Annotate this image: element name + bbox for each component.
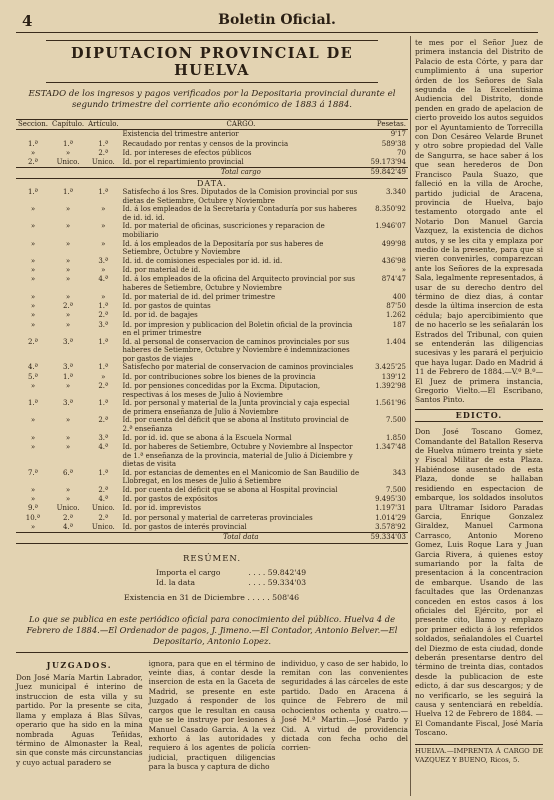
row-articulo: 3.ª <box>98 320 109 329</box>
row-articulo: 2.ª <box>98 382 109 391</box>
row-capitulo: » <box>65 433 71 442</box>
row-capitulo: » <box>65 495 71 504</box>
row-seccion: » <box>30 523 36 532</box>
row-seccion: » <box>30 292 36 301</box>
table-row <box>16 293 408 302</box>
row-concept: Id. por intereses de efectos públicos <box>122 148 252 157</box>
section-heading: DIPUTACION PROVINCIAL DE HUELVA <box>46 40 378 83</box>
data-total-row-label: Total data <box>121 533 362 543</box>
row-articulo: Unico. <box>91 158 115 167</box>
table-header-row <box>16 120 408 130</box>
row-concept: Recaudado por rentas y censos de la provincia <box>122 139 289 148</box>
table-row <box>16 266 408 275</box>
row-articulo: 2.ª <box>98 485 109 494</box>
row-amount: » <box>401 266 406 275</box>
table-row <box>16 504 408 513</box>
row-seccion: » <box>30 239 36 248</box>
row-capitulo: 2.ª <box>63 513 74 522</box>
row-seccion: » <box>30 442 36 451</box>
row-seccion <box>16 130 50 140</box>
row-amount: 400 <box>392 292 406 301</box>
row-capitulo: 4.ª <box>63 523 74 532</box>
row-concept: Id. por gastos de expósitos <box>122 495 218 504</box>
table-row <box>16 302 408 311</box>
row-amount: 9.495'30 <box>375 495 406 504</box>
row-capitulo: » <box>65 320 71 329</box>
row-concept: Id. á los empleados de la Depositaría por sus haberes de Setiembre, Octubre y Noviembre <box>122 239 324 257</box>
row-articulo: 3.ª <box>98 433 109 442</box>
row-seccion: 5.ª <box>27 372 38 381</box>
table-row <box>16 469 408 486</box>
table-row <box>16 434 408 443</box>
table-row <box>16 523 408 533</box>
resumen-block: Importa el cargo . . . . 59.842'49 Id. la data . . . . 59.334'03 <box>156 567 307 587</box>
accounts-table <box>16 119 408 544</box>
column-divider <box>410 36 411 796</box>
row-articulo: » <box>101 372 106 381</box>
row-articulo: 2.ª <box>98 513 109 522</box>
row-amount: 1.347'48 <box>375 442 406 451</box>
row-concept: Id. por impresion y publicacion del Boletin oficial de la provincia en el primer trimestre <box>122 320 353 338</box>
row-amount: 7.500 <box>385 416 406 425</box>
row-seccion: » <box>30 320 36 329</box>
row-articulo: » <box>101 222 106 231</box>
cargo-total-row <box>16 168 408 178</box>
juzgados-text-col1: Don José María Martin Labrador, Juez municipal é interino de instruccion de esta villa y su partido. Por la presente se cita, llama y emplaza á Blas Sílvas, operario que ha sido en la mina nombrada Aguas Teñidas, término de Almonaster la Real, sin que conste más circunstancias y cuyo actual paradero se <box>16 673 143 767</box>
row-seccion: » <box>30 495 36 504</box>
row-capitulo: 3.ª <box>63 399 74 408</box>
header-articulo: Artículo. <box>88 120 119 128</box>
row-capitulo: » <box>65 205 71 214</box>
row-concept: Id. por id. de bagajes <box>122 311 198 320</box>
row-amount: 70 <box>397 148 406 157</box>
row-amount: 139'12 <box>381 372 406 381</box>
table-row <box>16 149 408 158</box>
row-seccion: » <box>30 205 36 214</box>
row-capitulo: » <box>65 148 71 157</box>
table-row <box>16 257 408 266</box>
table-row <box>16 514 408 523</box>
row-amount: 3.425'25 <box>375 363 406 372</box>
row-concept: Id. por cuenta del déficit que se abona al Hospital provincial <box>122 485 338 494</box>
row-articulo: » <box>101 266 106 275</box>
table-row <box>16 363 408 372</box>
row-capitulo: » <box>65 311 71 320</box>
row-amount: 1.014'29 <box>375 513 406 522</box>
row-seccion: » <box>30 311 36 320</box>
row-amount: 589'38 <box>381 139 406 148</box>
row-seccion: » <box>30 275 36 284</box>
row-amount: 3.578'92 <box>375 523 406 532</box>
row-amount: 87'50 <box>386 301 406 310</box>
row-amount: 1.392'98 <box>375 382 406 391</box>
table-row <box>16 486 408 495</box>
row-concept: Id. por el repartimiento provincial <box>122 158 244 167</box>
cargo-total-row-value: 59.842'49 <box>361 168 408 178</box>
row-seccion: » <box>30 382 36 391</box>
row-concept: Id. por material de id. <box>122 266 201 275</box>
row-articulo: 1.ª <box>98 139 109 148</box>
table-row <box>16 382 408 399</box>
row-amount: 343 <box>392 468 406 477</box>
table-row <box>16 311 408 320</box>
row-articulo: 2.ª <box>98 416 109 425</box>
row-seccion: » <box>30 433 36 442</box>
row-capitulo: » <box>65 416 71 425</box>
row-capitulo: » <box>65 275 71 284</box>
row-capitulo: Unico. <box>56 504 80 513</box>
printer-footer: HUELVA.—IMPRENTA Á CARGO DE VAZQUEZ Y BUENO, Ricos, 5. <box>415 744 543 766</box>
resumen-cargo-label: Importa el cargo <box>156 567 221 577</box>
juzgados-title: JUZGADOS. <box>46 659 112 670</box>
row-articulo: 4.ª <box>98 275 109 284</box>
row-amount: 499'98 <box>381 239 406 248</box>
row-articulo: 2.ª <box>98 311 109 320</box>
table-row <box>16 158 408 168</box>
row-articulo: 2.ª <box>98 148 109 157</box>
row-capitulo: 1.ª <box>63 188 74 197</box>
row-capitulo: » <box>65 222 71 231</box>
row-concept: Id. por personal y material de carreteras provinciales <box>122 513 313 522</box>
row-capitulo: » <box>65 485 71 494</box>
row-articulo: Unico. <box>91 504 115 513</box>
row-concept: Satisfecho por material de conservacion de caminos provinciales <box>122 363 354 372</box>
table-row <box>16 399 408 416</box>
existencia-label: Existencia en 31 de Diciembre <box>124 592 245 602</box>
row-capitulo: » <box>65 292 71 301</box>
row-amount: 8.350'92 <box>375 205 406 214</box>
data-section-row <box>16 178 408 188</box>
row-concept: Id. por cuenta del déficit que se abona al Instituto provincial de 2.ª enseñanza <box>122 416 349 434</box>
row-amount: 874'47 <box>381 275 406 284</box>
row-articulo: 1.ª <box>98 363 109 372</box>
row-seccion: » <box>30 222 36 231</box>
cargo-total-row-label: Total cargo <box>121 168 362 178</box>
table-row <box>16 373 408 382</box>
row-seccion: » <box>30 256 36 265</box>
row-concept: Id. por gastos de interés provincial <box>122 523 247 532</box>
right-column <box>415 38 543 765</box>
row-concept: Id. por estancias de dementes en el Manicomio de San Baudilio de Llobregat, en los meses de Julio á Setiembre <box>122 468 360 486</box>
row-capitulo: » <box>65 382 71 391</box>
juzgados-text-col3: individuo, y caso de ser habido, lo remitan con las convenientes seguridades á las cárceles de este partido. Dado en Aracena á quince de Febrero de mil ochocientos ochenta y cuatro.—José M.ª Martin.—José Pardo y Cid. A virtud de providencia dictada con fecha ocho del corrien- <box>281 658 409 753</box>
existencia-row: Existencia en 31 de Diciembre . . . . . 508'46 <box>124 592 300 602</box>
header-seccion: Seccion. <box>18 120 48 128</box>
juzgados-text-col2: ignora, para que en el término de veinte dias, á contar desde la insercion de esta en la Gaceta de Madrid, se presente en este Juzgado á responder de los cargos que le resultan en causa que se le instruye por lesiones á Manuel Casado Garcia. A la vez exhorto á las autoridades y requiero á los agentes de policía judicial, practiquen diligencias para la busca y captura de dicho <box>148 658 276 772</box>
row-seccion: 1.ª <box>27 399 38 408</box>
resumen-title: RESÚMEN. <box>182 553 242 564</box>
table-row <box>16 240 408 257</box>
row-seccion: 4.ª <box>27 363 38 372</box>
row-amount: 7.500 <box>385 485 406 494</box>
row-amount: 1.197'31 <box>375 504 406 513</box>
row-amount: 1.404 <box>385 337 406 346</box>
data-total-row <box>16 533 408 543</box>
row-capitulo: 2.ª <box>63 301 74 310</box>
row-articulo: 1.ª <box>98 301 109 310</box>
row-seccion: 1.ª <box>27 139 38 148</box>
edicto-title: EDICTO. <box>415 409 543 422</box>
row-amount: 1.561'96 <box>375 399 406 408</box>
publication-note: Lo que se publica en este periódico oficial para conocimiento del público. Huelva 4 de Febrero de 1884.—El Ordenador de pagos, J. Jimeno.—El Contador, Antonio Belver.—El Depositario, Antonio Lopez. <box>16 614 408 653</box>
row-capitulo: » <box>65 266 71 275</box>
table-row <box>16 495 408 504</box>
row-amount: 187 <box>392 320 406 329</box>
header-pesetas: Pesetas. <box>361 120 408 130</box>
row-amount: 59.173'94 <box>370 158 406 167</box>
data-section-label: DATA. <box>197 178 227 188</box>
row-amount: 1.262 <box>385 311 406 320</box>
row-concept: Id. por contribuciones sobre los bienes de la provincia <box>122 372 316 381</box>
row-concept: Id. por gastos de quintas <box>122 301 211 310</box>
resumen-data-value: 59.334'03 <box>267 577 307 587</box>
row-seccion: » <box>30 301 36 310</box>
table-row <box>16 140 408 149</box>
edicto-text: Don José Toscano Gomez, Comandante del Batallon Reserva de Huelva número treinta y siete y Fiscal Militar de esta Plaza. Habiéndose ausentado de esta Plaza, donde se hallaban residiendo en espectacion de embarque, los soldados insolutos para Ultramar Isidoro Paradas Garcia, Enrique Gonzalez Giraldez, Manuel Carmona Carrasco, Antonio Moreno Gomez, Luis Roque Lara y Juan Garcia Rivera, á quienes estoy sumariando por la falta de presentacion á la concentracion de embarque. Usando de las facultades que las Ordenanzas conceden en estos casos á los oficiales del Ejército, por el presente cito, llamo y emplazo por primer edicto á los referidos soldados, señalandoles el Cuartel del Diezmo de esta ciudad, donde deberán presentarse dentro del término de treinta dias, contados desde la publicacion de este edicto, á dar sus descargos; y de no verificarlo, se les seguirá la causa y sentenciará en rebeldía. Huelva 12 de Febrero de 1884. —El Comandante Fiscal, José María Toscano. <box>415 427 543 738</box>
row-concept: Id. por haberes de Setiembre, Octubre y Noviembre al Inspector de 1.ª enseñanza de la provincia, material de Julio á Diciembre y dietas de visita <box>122 442 353 469</box>
row-articulo: 3.ª <box>98 256 109 265</box>
row-seccion: 2.ª <box>27 158 38 167</box>
row-capitulo: » <box>65 239 71 248</box>
row-amount: 1.946'07 <box>375 222 406 231</box>
row-seccion: » <box>30 416 36 425</box>
table-row <box>16 188 408 205</box>
row-amount: 9'17 <box>390 130 406 139</box>
table-row <box>16 321 408 338</box>
table-row <box>16 275 408 292</box>
row-capitulo <box>50 130 86 140</box>
row-articulo: 4.ª <box>98 442 109 451</box>
row-concept: Id. á los empleados de la oficina del Arquitecto provincial por sus haberes de Setiembre, Octubre y Noviembre <box>122 275 356 293</box>
row-seccion: » <box>30 485 36 494</box>
row-concept: Id. por personal y material de la Junta provincial y caja especial de primera enseñanza de Julio á Noviembre <box>122 399 350 416</box>
row-capitulo: Unico. <box>56 158 80 167</box>
table-row <box>16 338 408 364</box>
row-seccion: 7.ª <box>27 468 38 477</box>
resumen-cargo-value: 59.842'49 <box>267 567 307 577</box>
row-capitulo: 3.ª <box>63 337 74 346</box>
table-row <box>16 416 408 433</box>
juzgados-section <box>16 659 408 772</box>
row-articulo: 1.ª <box>98 337 109 346</box>
statement-subtitle: ESTADO de los ingresos y pagos verificados por la Depositaria provincial durante el segundo trimestre del corriente año económico de 1883 á 1884. <box>28 89 396 110</box>
row-capitulo: » <box>65 256 71 265</box>
newspaper-title: Boletin Oficial. <box>218 12 336 28</box>
main-column <box>16 38 408 772</box>
row-concept: Satisfecho á los Sres. Diputados de la Comision provincial por sus dietas de Setiembre, Octubre y Noviembre <box>122 188 358 205</box>
cedula-text: te mes por el Señor Juez de primera instancia del Distrito de Palacio de esta Córte, y para dar cumplimiento á una superior órden de los Señores de Sala segunda de la Excelentísima Audiencia del Distrito, donde penden en grado de apelacion de cierto proveido los autos seguidos por el Ayuntamiento de Torrecilla con Don Cesáreo Velarde Brunet y otro sobre propiedad del Valle de Sangurra, se hace saber á los que sean herederos de Don Francisco Paula Suazo, que falleció en la villa de Aroche, partido judicial de Aracena, provincia de Huelva, bajo testamento otorgado ante el Notario Don Manuel Garcia Vazquez, la existencia de dichos autos, y se les cita y emplaza por medio de la presente, para que si vieren convenirles, comparezcan ante los Señores de la expresada Sala, legalmente representados, á usar de su derecho dentro del término de diez dias, á contar desde la última insercion de esta cédula; bajo apercibimiento que de no hacerlo se les señalarán los Estrados del Tribunal, con quien se entenderán las diligencias sucesivas y les parará el perjuicio que haya lugar. Dado en Madrid á 11 de Febrero de 1884.—V.º B.º—El Juez de primera instancia, Gregorio Vielto.—El Escribano, Santos Pinto. <box>415 38 544 405</box>
row-concept: Id. por material de id. del primer trimestre <box>122 292 276 301</box>
row-amount: 3.340 <box>385 188 406 197</box>
row-concept: Id. por id. id. que se abona á la Escuela Normal <box>122 433 292 442</box>
row-seccion: 10.ª <box>25 513 41 522</box>
row-articulo: » <box>101 205 106 214</box>
row-seccion: 9.ª <box>27 504 38 513</box>
row-articulo: 1.ª <box>98 468 109 477</box>
row-capitulo: 1.ª <box>63 139 74 148</box>
header-cargo: CARGO. <box>121 120 362 130</box>
row-concept: Id. por material de oficinas, suscriciones y reparacion de mobiliario <box>122 222 325 240</box>
row-articulo <box>86 130 120 140</box>
data-total-row-value: 59.334'03 <box>361 533 408 543</box>
resumen-data-label: Id. la data <box>156 577 196 587</box>
row-capitulo: » <box>65 442 71 451</box>
row-amount: 1.850 <box>385 433 406 442</box>
row-articulo: 1.ª <box>98 399 109 408</box>
row-concept: Id. por id. imprevistos <box>122 504 201 513</box>
row-articulo: Unico. <box>91 523 115 532</box>
row-articulo: » <box>101 239 106 248</box>
table-row <box>16 130 408 140</box>
row-concept: Id. á los empleados de la Secretaría y Contaduría por sus haberes de id. id. id. <box>122 205 357 222</box>
row-seccion: » <box>30 266 36 275</box>
row-seccion: 1.ª <box>27 188 38 197</box>
row-concept: Existencia del trimestre anterior <box>122 130 239 139</box>
row-articulo: 1.ª <box>98 188 109 197</box>
table-row <box>16 205 408 222</box>
row-capitulo: 6.ª <box>63 468 74 477</box>
row-articulo: » <box>101 292 106 301</box>
row-capitulo: 1.ª <box>63 372 74 381</box>
row-concept: Id. id. de comisiones especiales por id. id. id. <box>122 256 283 265</box>
row-seccion: 2.ª <box>27 337 38 346</box>
header-capitulo: Capítulo. <box>51 120 85 128</box>
header-divider <box>16 32 538 33</box>
existencia-value: 508'46 <box>272 592 300 602</box>
row-seccion: » <box>30 148 36 157</box>
row-articulo: 4.ª <box>98 495 109 504</box>
page-number: 4 <box>22 12 33 30</box>
row-capitulo: 3.ª <box>63 363 74 372</box>
row-concept: Id. por pensiones concedidas por la Excma. Diputacion, respectivas á los meses de Julio á Noviembre <box>122 382 321 399</box>
row-concept: Id. al personal de conservacion de caminos provinciales por sus haberes de Setiembre, Octubre y Noviembre é indemnizaciones por gastos de viajes <box>122 337 350 363</box>
table-row <box>16 222 408 239</box>
table-row <box>16 443 408 469</box>
row-amount: 436'98 <box>381 256 406 265</box>
